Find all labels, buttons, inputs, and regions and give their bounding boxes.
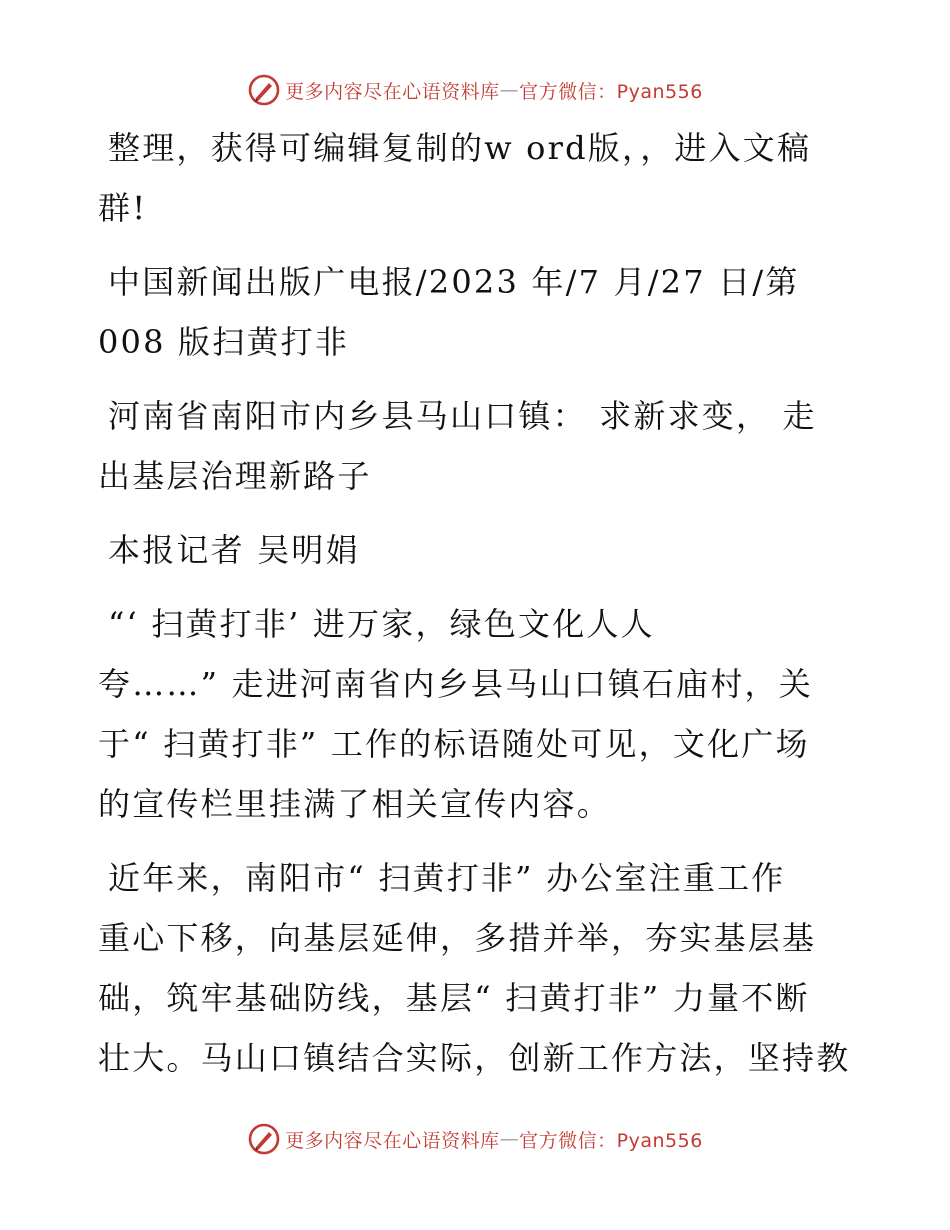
watermark-wechat: 官方微信：Pyan556 — [519, 1129, 703, 1152]
pen-logo-icon — [247, 1122, 281, 1156]
watermark-wechat: 官方微信：Pyan556 — [519, 80, 703, 103]
document-body — [98, 118, 868, 1088]
text-line: 夸……” 走进河南省内乡县马山口镇石庙村，关 — [98, 665, 813, 703]
text-line: 群! — [98, 189, 148, 227]
text-line: 近年来，南阳市“ 扫黄打非” 办公室注重工作 — [108, 859, 786, 897]
watermark-text: 更多内容尽在心语资料库 — [285, 1129, 500, 1152]
text-line: 整理，获得可编辑复制的w ord版，，进入文稿 — [108, 129, 812, 167]
text-line: “‘ 扫黄打非’ 进万家，绿色文化人人 — [108, 605, 655, 643]
body-paragraph — [98, 594, 868, 834]
footer-watermark — [0, 1119, 950, 1159]
text-line: 河南省南阳市内乡县马山口镇： 求新求变， 走 — [108, 397, 817, 435]
watermark-text: 更多内容尽在心语资料库 — [285, 80, 500, 103]
pen-logo-icon — [247, 73, 281, 107]
text-line: 于“ 扫黄打非” 工作的标语随处可见，文化广场 — [98, 725, 810, 763]
body-paragraph — [98, 848, 868, 1088]
text-line: 中国新闻出版广电报/2023 年/7 月/27 日/第 — [108, 263, 800, 301]
watermark-separator: — — [499, 79, 520, 101]
text-line: 重心下移，向基层延伸，多措并举，夯实基层基 — [98, 919, 817, 957]
byline-paragraph — [98, 520, 868, 580]
text-line: 壮大。马山口镇结合实际，创新工作方法，坚持教 — [98, 1039, 851, 1077]
watermark-separator: — — [499, 1128, 520, 1150]
text-line: 本报记者 吴明娟 — [108, 531, 360, 569]
text-line: 008 版扫黄打非 — [98, 323, 350, 361]
text-line: 础，筑牢基础防线，基层“ 扫黄打非” 力量不断 — [98, 979, 810, 1017]
source-paragraph — [98, 252, 868, 372]
headline-paragraph — [98, 386, 868, 506]
text-line: 出基层治理新路子 — [98, 457, 372, 495]
header-watermark — [0, 70, 950, 110]
intro-paragraph — [98, 118, 868, 238]
text-line: 的宣传栏里挂满了相关宣传内容。 — [98, 785, 612, 823]
